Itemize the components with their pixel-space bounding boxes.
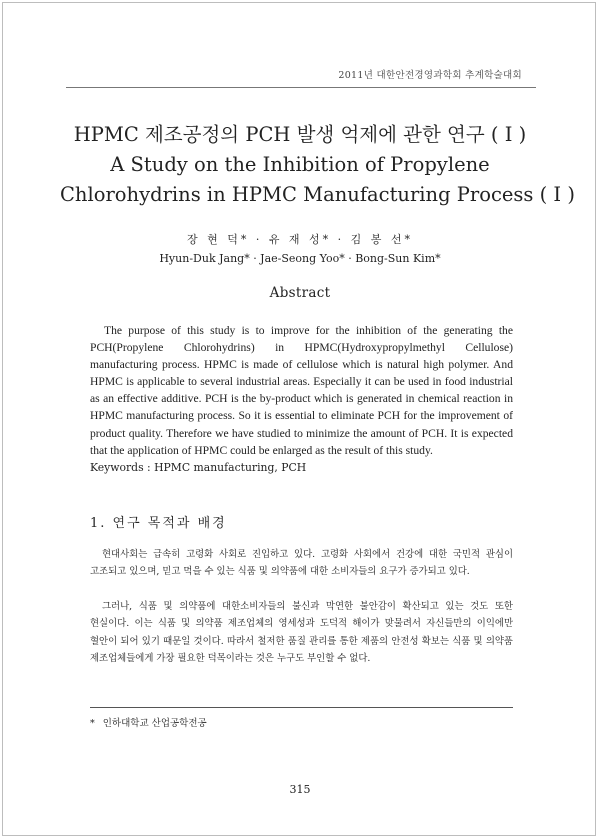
author-block — [60, 230, 540, 268]
page-number: 315 — [289, 783, 311, 796]
footnote-text: 인하대학교 산업공학전공 — [102, 718, 207, 729]
header-rule — [66, 87, 536, 88]
title-block — [60, 120, 575, 210]
korean-title: HPMC 제조공정의 PCH 발생 억제에 관한 연구 ( I ) — [73, 123, 527, 146]
authors-english: Hyun-Duk Jang* · Jae-Seong Yoo* · Bong-Sun Kim* — [159, 252, 441, 265]
english-title-line-2: Chlorohydrins in HPMC Manufacturing Process ( I ) — [60, 183, 575, 206]
running-header: 2011년 대한안전경영과학회 추계학술대회 — [338, 70, 522, 81]
abstract-heading: Abstract — [269, 285, 331, 301]
footnote-rule — [90, 707, 513, 708]
abstract-body: The purpose of this study is to improve for the inhibition of the generating the PCH(Propylene Chlorohydrins) in HPMC(Hydroxypropylmethyl Cellulose) manufacturing process. HPMC is made of cellulose which is natural high polymer. And HPMC is applicable to several industrial areas. Especially it can be used in food industrial as an effective additive. PCH is the by-product which is generated in chemical reaction in HPMC manufacturing process. So it is essential to eliminate PCH for the improvement of product quality. Therefore we have studied to minimize the amount of PCH. It is expected that the application of HPMC could be enlarged as the result of this study. — [90, 324, 513, 457]
keywords: Keywords : HPMC manufacturing, PCH — [90, 461, 307, 474]
body-paragraph-2: 그러나, 식품 및 의약품에 대한소비자들의 불신과 막연한 불안감이 확산되고 있는 것도 또한 현실이다. 이는 식품 및 의약품 제조업체의 영세성과 도덕적 해이가 맞물려서 자신들만의 이익에만 혈안이 되어 있기 때문일 것이다. 따라서 철저한 품질 관리를 통한 제품의 안전성 확보는 식품 및 의약품 제조업체들에게 가장 필요한 덕목이라는 것은 누구도 부인할 수 없다. — [90, 601, 513, 665]
english-title-line-1: A Study on the Inhibition of Propylene — [110, 153, 490, 176]
body-paragraph-1: 현대사회는 급속히 고령화 사회로 진입하고 있다. 고령화 사회에서 건강에 대한 국민적 관심이 고조되고 있으며, 믿고 먹을 수 있는 식품 및 의약품에 대한 소비자들의 요구가 증가되고 있다. — [90, 549, 513, 578]
footnote-marker: * — [90, 718, 95, 729]
authors-korean: 장 현 덕* · 유 재 성* · 김 봉 선* — [186, 233, 414, 246]
section-heading: 1. 연구 목적과 배경 — [90, 516, 227, 531]
footnote — [90, 715, 207, 729]
